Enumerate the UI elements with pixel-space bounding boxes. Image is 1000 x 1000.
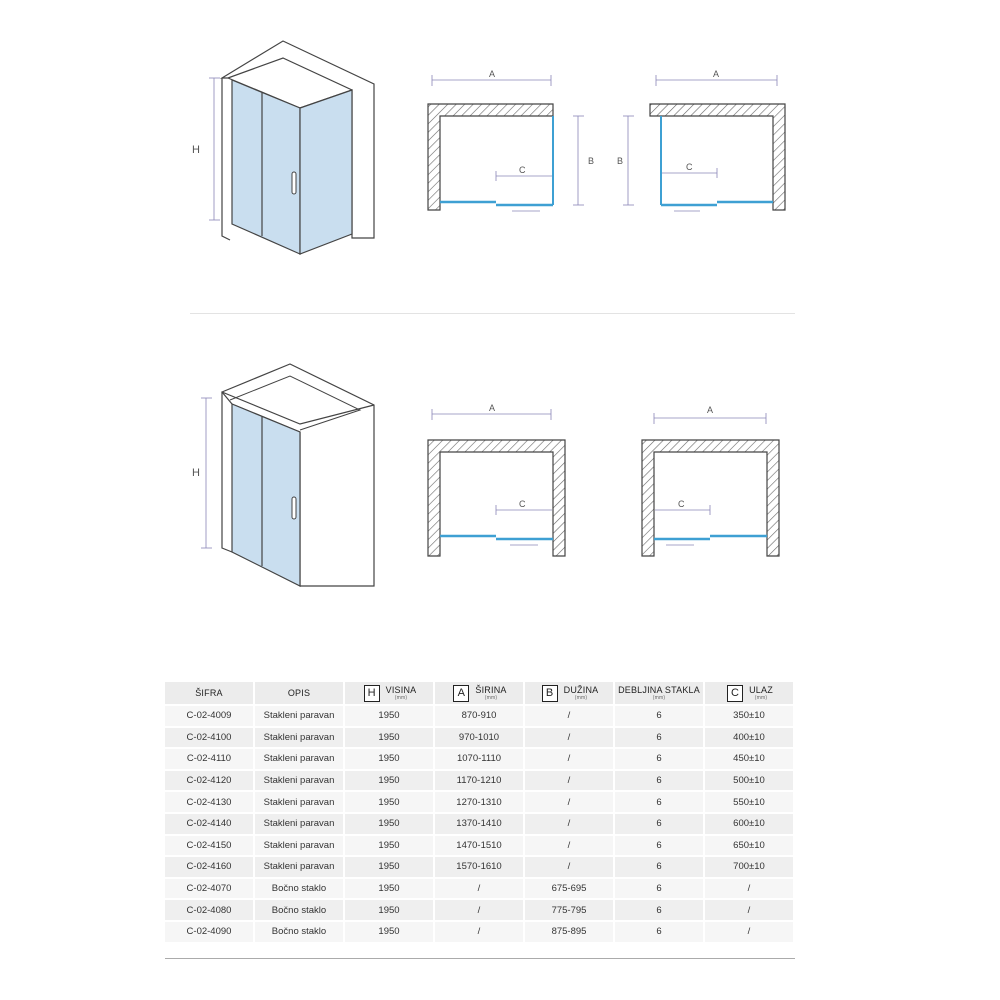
cell-visina: 1950	[345, 704, 435, 726]
cell-duzina: 675-695	[525, 877, 615, 899]
table-row	[165, 769, 795, 791]
cell-debljina: 6	[615, 726, 705, 748]
entry-label: C	[686, 162, 693, 172]
cell-debljina: 6	[615, 747, 705, 769]
table-bottom-rule	[165, 958, 795, 959]
plan-corner-left	[617, 69, 785, 211]
header-opis: OPIS	[255, 682, 345, 704]
cell-debljina: 6	[615, 898, 705, 920]
cell-ulaz: 650±10	[705, 834, 795, 856]
cell-duzina: /	[525, 726, 615, 748]
width-label: A	[707, 405, 714, 415]
h-letter-icon: H	[364, 685, 380, 702]
cell-opis: Stakleni paravan	[255, 812, 345, 834]
cell-duzina: /	[525, 834, 615, 856]
cell-sifra: C-02-4090	[165, 920, 255, 942]
header-debljina	[615, 682, 705, 704]
table-header-row	[165, 682, 795, 704]
cell-sifra: C-02-4080	[165, 898, 255, 920]
plan-niche-right	[428, 403, 565, 556]
cell-debljina: 6	[615, 877, 705, 899]
width-label: A	[489, 69, 496, 79]
cell-visina: 1950	[345, 790, 435, 812]
cell-visina: 1950	[345, 812, 435, 834]
b-letter-icon: B	[542, 685, 558, 702]
cell-debljina: 6	[615, 855, 705, 877]
header-visina-label: VISINA	[385, 684, 417, 695]
niche-enclosure-drawing	[192, 364, 374, 586]
plan-niche-left	[642, 405, 779, 556]
cell-visina: 1950	[345, 769, 435, 791]
cell-sifra: C-02-4160	[165, 855, 255, 877]
header-ulaz	[705, 682, 795, 704]
table-row	[165, 920, 795, 942]
cell-sifra: C-02-4130	[165, 790, 255, 812]
header-ulaz-label: ULAZ	[749, 684, 773, 695]
header-sirina-label: ŠIRINA	[475, 684, 507, 695]
cell-opis: Stakleni paravan	[255, 769, 345, 791]
cell-debljina: 6	[615, 704, 705, 726]
a-letter-icon: A	[453, 685, 469, 702]
cell-opis: Stakleni paravan	[255, 834, 345, 856]
table-row	[165, 834, 795, 856]
cell-visina: 1950	[345, 898, 435, 920]
entry-label: C	[519, 165, 526, 175]
header-visina	[345, 682, 435, 704]
height-label: H	[192, 144, 200, 156]
table-row	[165, 726, 795, 748]
width-label: A	[489, 403, 496, 413]
header-sirina-unit: (mm)	[484, 694, 498, 701]
depth-label: B	[588, 156, 595, 166]
cell-sirina: /	[435, 898, 525, 920]
cell-ulaz: /	[705, 920, 795, 942]
header-debljina-label: DEBLJINA STAKLA	[618, 684, 700, 695]
cell-sirina: 1070-1110	[435, 747, 525, 769]
section-divider	[190, 313, 795, 314]
cell-ulaz: 600±10	[705, 812, 795, 834]
cell-ulaz: 550±10	[705, 790, 795, 812]
cell-debljina: 6	[615, 834, 705, 856]
cell-opis: Stakleni paravan	[255, 704, 345, 726]
header-debljina-unit: (mm)	[652, 694, 666, 701]
cell-ulaz: /	[705, 877, 795, 899]
cell-duzina: /	[525, 747, 615, 769]
table-row	[165, 790, 795, 812]
cell-sifra: C-02-4110	[165, 747, 255, 769]
specification-table	[165, 682, 795, 942]
cell-sirina: 1570-1610	[435, 855, 525, 877]
cell-opis: Bočno staklo	[255, 877, 345, 899]
cell-sifra: C-02-4120	[165, 769, 255, 791]
header-visina-unit: (mm)	[394, 694, 408, 701]
table-row	[165, 812, 795, 834]
cell-sifra: C-02-4140	[165, 812, 255, 834]
cell-duzina: 875-895	[525, 920, 615, 942]
cell-sifra: C-02-4150	[165, 834, 255, 856]
cell-visina: 1950	[345, 834, 435, 856]
cell-sirina: 970-1010	[435, 726, 525, 748]
table-row	[165, 747, 795, 769]
cell-ulaz: 350±10	[705, 704, 795, 726]
cell-sirina: 1370-1410	[435, 812, 525, 834]
cell-visina: 1950	[345, 920, 435, 942]
cell-duzina: 775-795	[525, 898, 615, 920]
cell-debljina: 6	[615, 769, 705, 791]
table-row	[165, 898, 795, 920]
cell-sifra: C-02-4100	[165, 726, 255, 748]
cell-sirina: 1470-1510	[435, 834, 525, 856]
cell-duzina: /	[525, 790, 615, 812]
c-letter-icon: C	[727, 685, 743, 702]
header-sirina	[435, 682, 525, 704]
cell-duzina: /	[525, 704, 615, 726]
cell-sirina: /	[435, 920, 525, 942]
cell-sirina: /	[435, 877, 525, 899]
corner-enclosure-drawing	[192, 41, 374, 254]
cell-sifra: C-02-4009	[165, 704, 255, 726]
cell-opis: Bočno staklo	[255, 920, 345, 942]
table-row	[165, 704, 795, 726]
cell-visina: 1950	[345, 747, 435, 769]
cell-visina: 1950	[345, 877, 435, 899]
cell-sifra: C-02-4070	[165, 877, 255, 899]
cell-opis: Stakleni paravan	[255, 747, 345, 769]
entry-label: C	[678, 499, 685, 509]
cell-ulaz: /	[705, 898, 795, 920]
width-label: A	[713, 69, 720, 79]
cell-ulaz: 400±10	[705, 726, 795, 748]
cell-opis: Stakleni paravan	[255, 855, 345, 877]
header-duzina	[525, 682, 615, 704]
cell-visina: 1950	[345, 855, 435, 877]
cell-opis: Stakleni paravan	[255, 790, 345, 812]
cell-debljina: 6	[615, 790, 705, 812]
header-sifra: ŠIFRA	[165, 682, 255, 704]
cell-ulaz: 450±10	[705, 747, 795, 769]
table-row	[165, 855, 795, 877]
cell-sirina: 1170-1210	[435, 769, 525, 791]
plan-corner-right	[428, 69, 594, 211]
entry-label: C	[519, 499, 526, 509]
table-row	[165, 877, 795, 899]
header-duzina-label: DUŽINA	[563, 684, 599, 695]
cell-ulaz: 700±10	[705, 855, 795, 877]
cell-opis: Stakleni paravan	[255, 726, 345, 748]
cell-ulaz: 500±10	[705, 769, 795, 791]
cell-duzina: /	[525, 812, 615, 834]
depth-label: B	[617, 156, 624, 166]
cell-debljina: 6	[615, 920, 705, 942]
cell-sirina: 1270-1310	[435, 790, 525, 812]
header-ulaz-unit: (mm)	[754, 694, 768, 701]
height-label: H	[192, 467, 200, 479]
cell-duzina: /	[525, 769, 615, 791]
cell-duzina: /	[525, 855, 615, 877]
cell-debljina: 6	[615, 812, 705, 834]
header-duzina-unit: (mm)	[574, 694, 588, 701]
cell-visina: 1950	[345, 726, 435, 748]
cell-opis: Bočno staklo	[255, 898, 345, 920]
cell-sirina: 870-910	[435, 704, 525, 726]
